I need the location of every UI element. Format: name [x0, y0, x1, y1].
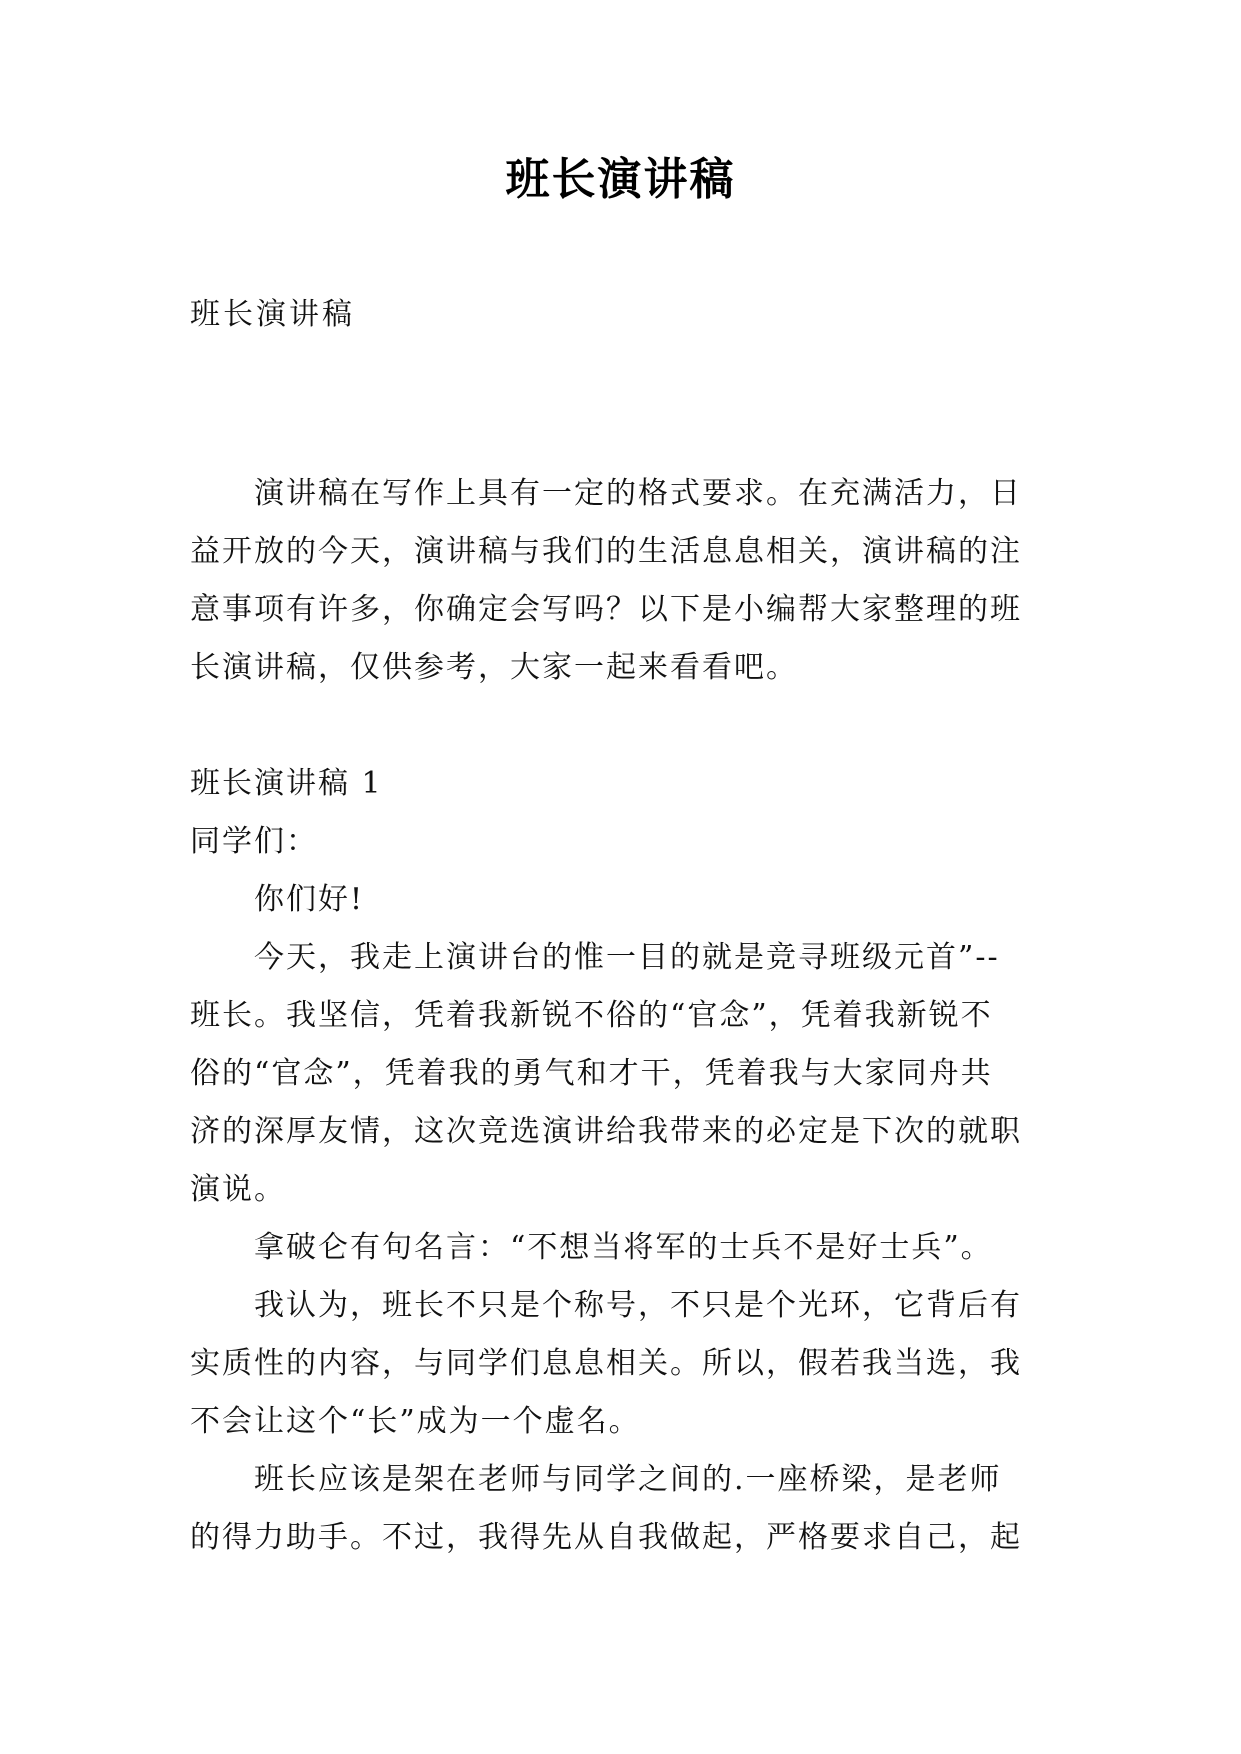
text-line: 演讲稿在写作上具有一定的格式要求。在充满活力，日 [254, 476, 1022, 511]
text-line: 俗的“官念”，凭着我的勇气和才干，凭着我与大家同舟共 [190, 1056, 993, 1091]
greeting [190, 871, 1050, 929]
body-paragraph [190, 1219, 1050, 1277]
text-line: 拿破仑有句名言：“不想当将军的士兵不是好士兵”。 [254, 1230, 993, 1265]
body-paragraph [190, 929, 1050, 1219]
spacer [190, 697, 1050, 755]
text-line: 今天，我走上演讲台的惟一目的就是竞寻班级元首”-- [254, 940, 1000, 975]
intro-paragraph [190, 465, 1050, 697]
text-line: 同学们： [190, 824, 318, 859]
text-line: 班长演讲稿 1 [190, 766, 383, 801]
body-paragraph [190, 1451, 1050, 1567]
salutation [190, 813, 1050, 871]
text-line: 你们好! [254, 882, 365, 917]
text-line: 长演讲稿，仅供参考，大家一起来看看吧。 [190, 650, 798, 685]
document-title: 班长演讲稿 [505, 154, 736, 205]
body-paragraph [190, 1277, 1050, 1451]
text-line: 的得力助手。不过，我得先从自我做起，严格要求自己，起 [190, 1520, 1022, 1555]
text-line: 不会让这个“长”成为一个虚名。 [190, 1404, 641, 1439]
text-line: 实质性的内容，与同学们息息相关。所以，假若我当选，我 [190, 1346, 1022, 1381]
text-line: 演说。 [190, 1172, 286, 1207]
text-line: 班长应该是架在老师与同学之间的.一座桥梁，是老师 [254, 1462, 1002, 1497]
document-subtitle: 班长演讲稿 [190, 297, 355, 332]
section-heading [190, 755, 1050, 813]
text-line: 班长。我坚信，凭着我新锐不俗的“官念”，凭着我新锐不 [190, 998, 993, 1033]
text-line: 济的深厚友情，这次竞选演讲给我带来的必定是下次的就职 [190, 1114, 1022, 1149]
text-line: 益开放的今天，演讲稿与我们的生活息息相关，演讲稿的注 [190, 534, 1022, 569]
text-line: 意事项有许多，你确定会写吗？以下是小编帮大家整理的班 [190, 592, 1022, 627]
document-body [190, 465, 1050, 1567]
text-line: 我认为，班长不只是个称号，不只是个光环，它背后有 [254, 1288, 1022, 1323]
